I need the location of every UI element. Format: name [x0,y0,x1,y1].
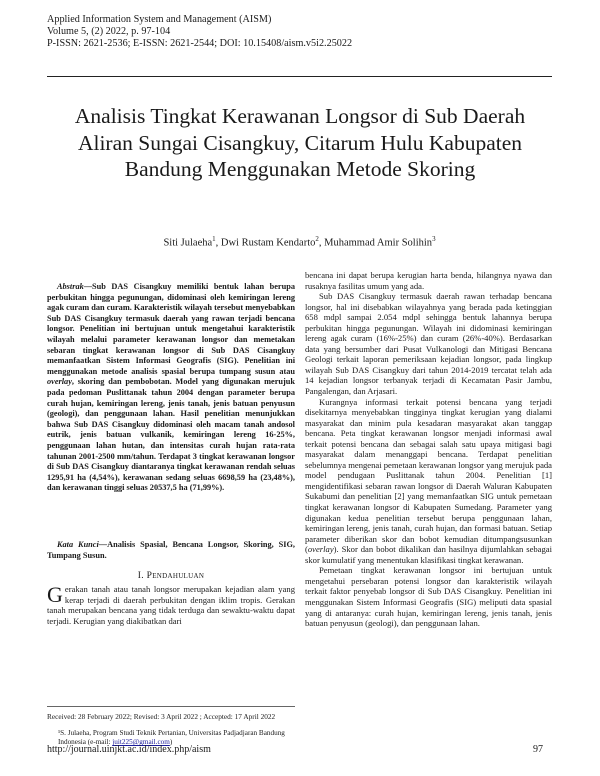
section-number: I. [137,571,144,581]
author-3-affil: 3 [432,235,436,243]
intro-text: erakan tanah atau tanah longsor merupakan kejadian alam yang kerap terjadi di daerah perbukitan dengan iklim tropis. Gerakan tanah merupakan bencana yang tidak terduga dan sewaktu-waktu dapat terjadi. Kerugian yang diakibatkan dari [47,584,295,626]
author-3: Muhammad Amir Solihin [324,237,433,249]
journal-issn-doi: P-ISSN: 2621-2536; E-ISSN: 2621-2544; DOI: 10.15408/aism.v5i2.25022 [47,38,353,50]
keywords [47,540,295,561]
page-number: 97 [533,744,543,755]
section-title: Pendahuluan [146,571,205,581]
keywords-text: —Analisis Spasial, Bencana Longsor, Skoring, SIG, Tumpang Susun. [47,540,295,560]
abstract-overlay: overlay [47,377,72,387]
right-para-3-end: ). Skor dan bobot dikalikan dan hasilnya dijumlahkan sebagai skor kumulatif yang menentukan klasifikasi tingkat kerawanan. [305,544,552,565]
paper-title: Analisis Tingkat Kerawanan Longsor di Sub Daerah Aliran Sungai Cisangkuy, Citarum Hulu Kabupaten Bandung Menggunakan Metode Skoring [74,104,526,181]
right-para-4: Pemetaan tingkat kerawanan longsor ini bertujuan untuk mengetahui persebaran potensi longsor dan karakteristik wilayah terkait faktor penyebab longsor di Sub DAS Cisangkuy. Penelitian ini menggunakan Sistem Informasi Geografis (SIG) meliputi data spasial yang di antaranya: curah hujan, kemiringan lereng, jenis tanah, jenis batuan penyusun (geologi), dan penggunaan lahan. [305,565,552,629]
right-column [305,270,552,629]
author-2: Dwi Rustam Kendarto [220,237,316,249]
author-1: Siti Julaeha [163,237,213,249]
intro-paragraph [47,584,295,626]
journal-name: Applied Information System and Management (AISM) [47,14,272,25]
header-rule [47,76,552,77]
keywords-label: Kata Kunci [57,540,99,549]
author-2-affil: 2 [315,235,319,243]
intro-dropcap: G [47,582,63,607]
right-para-1: bencana ini dapat berupa kerugian harta benda, hilangnya nyawa dan rusaknya fasilitas umum yang ada. [305,270,552,291]
abstract-label: Abstrak [57,282,84,291]
author-1-affil: 1 [212,235,216,243]
right-para-3 [305,397,552,566]
received-dates: Received: 28 February 2022; Revised: 3 April 2022 ; Accepted: 17 April 2022 [47,712,276,721]
right-para-3-italic: overlay [307,544,334,555]
right-para-3-text: Kurangnya informasi terkait potensi bencana yang terjadi disekitarnya menyebabkan tingginya tingkat kerugian yang dialami masyarakat dan minim pula kesadaran masyarakat akan tanggap bencana. Peta tingkat kerawanan longsor menjadi informasi awal terkait potensi bencana dan sebagai salah satu upaya mitigasi bagi masyarakat dalam menanggapi bencana. Terdapat penelitian sebelumnya mengenai pemetaan kerawanan longsor yang merujuk pada model pendugaan Puslittanak tahun 2004. Penelitian [1] mengidentifikasi sebaran rawan longsor di Daerah Waluran Kabupaten Sukabumi dan penelitian [2] yang memanfaatkan SIG untuk pemetaan tingkat kerawanan longsor di Kabupaten Sumedang. Parameter yang digunakan kedua penelitian tersebut berupa penggunaan lahan, kemiringan lereng, jenis tanah, curah hujan, dan formasi batuan. Setiap parameter diberikan skor dan bobot kemudian ditumpangsusunkan ( [305,396,552,555]
right-para-2: Sub DAS Cisangkuy termasuk daerah rawan terhadap bencana longsor, hal ini disebabkan wilayahnya yang berada pada ketinggian 658 mdpl sampai 2.054 mdpl sehingga bentuk lahannya berupa perbukitan hingga pegunungan. Wilayah ini didominasi kemiringan lereng agak curam (16%-25%) dan curam (26%-40%). Berdasarkan data yang bersumber dari Pusat Vulkanologi dan Mitigasi Bencana Geologi terkait laporan pemeriksaan kejadian longsor, pada lingkup wilayah Sub DAS Cisangkuy dari tahun 2014-2019 tercatat telah ada 14 kejadian longsor terbanyak terjadi di Kecamatan Pasir Jambu, Pangalengan, dan Arjasari. [305,291,552,397]
abstract-text-cont: , skoring dan pembobotan. Model yang digunakan merujuk pada pedoman Puslittanak tahun 2004 dengan parameter berupa curah hujan, kemiringan lereng, jenis tanah, jenis batuan penyusun (geologi), dan penggunaan lahan. Hasil penelitian menunjukkan bahwa Sub DAS Cisangkuy didominasi oleh macam tanah andosol eutrik, jenis batuan vulkanik, kemiringan lereng 16-25%, penggunaan lahan hutan, dan intensitas curah hujan rata-rata tahunan 2001-2500 mm/tahun. Terdapat 3 tingkat kerawanan longsor di Sub DAS Cisangkuy diantaranya tingkat kerawanan rendah seluas 1295,91 ha (4,54%), kerawanan sedang seluas 6698,59 ha (23,48%), dan kerawanan tinggi seluas 20537,5 ha (71,99%). [47,377,295,493]
footnote-1-text: ¹S. Julaeha, Program Studi Teknik Pertanian, Universitas Padjadjaran Bandung Indonesia (e-mail: [58,729,285,747]
footnote-rule [47,706,295,707]
footnote-1-close: ) [169,738,173,747]
footer-url[interactable]: http://journal.uinjkt.ac.id/index.php/aism [47,744,211,755]
abstract-text: —Sub DAS Cisangkuy memiliki bentuk lahan berupa perbukitan hingga pegunungan, didominasi oleh kemiringan lereng agak curam dan curam. Karakteristik wilayah tersebut menyebabkan Sub DAS Cisangkuy termasuk daerah yang rawan terjadi bencana longsor. Penelitian ini bertujuan untuk mengetahui karakteristik wilayah melalui parameter kerawanan longsor dan memetakan sebaran tingkat kerawanan longsor di Sub DAS Cisangkuy memanfaatkan Sistem Informasi Geografis (SIG). Penelitian ini menggunakan metode analisis spasial berupa tumpang susun atau [47,282,295,376]
journal-header [47,14,352,51]
footnote-1-email[interactable]: juit225@gmail.com [112,738,170,747]
abstract [47,282,295,494]
author-line: Siti Julaeha$^1$, Dwi Rustam Kendarto$^2$, Muhammad Amir Solihin$^3$ [163,235,436,249]
journal-volume: Volume 5, (2) 2022, p. 97-104 [47,26,171,38]
section-heading [47,571,295,581]
